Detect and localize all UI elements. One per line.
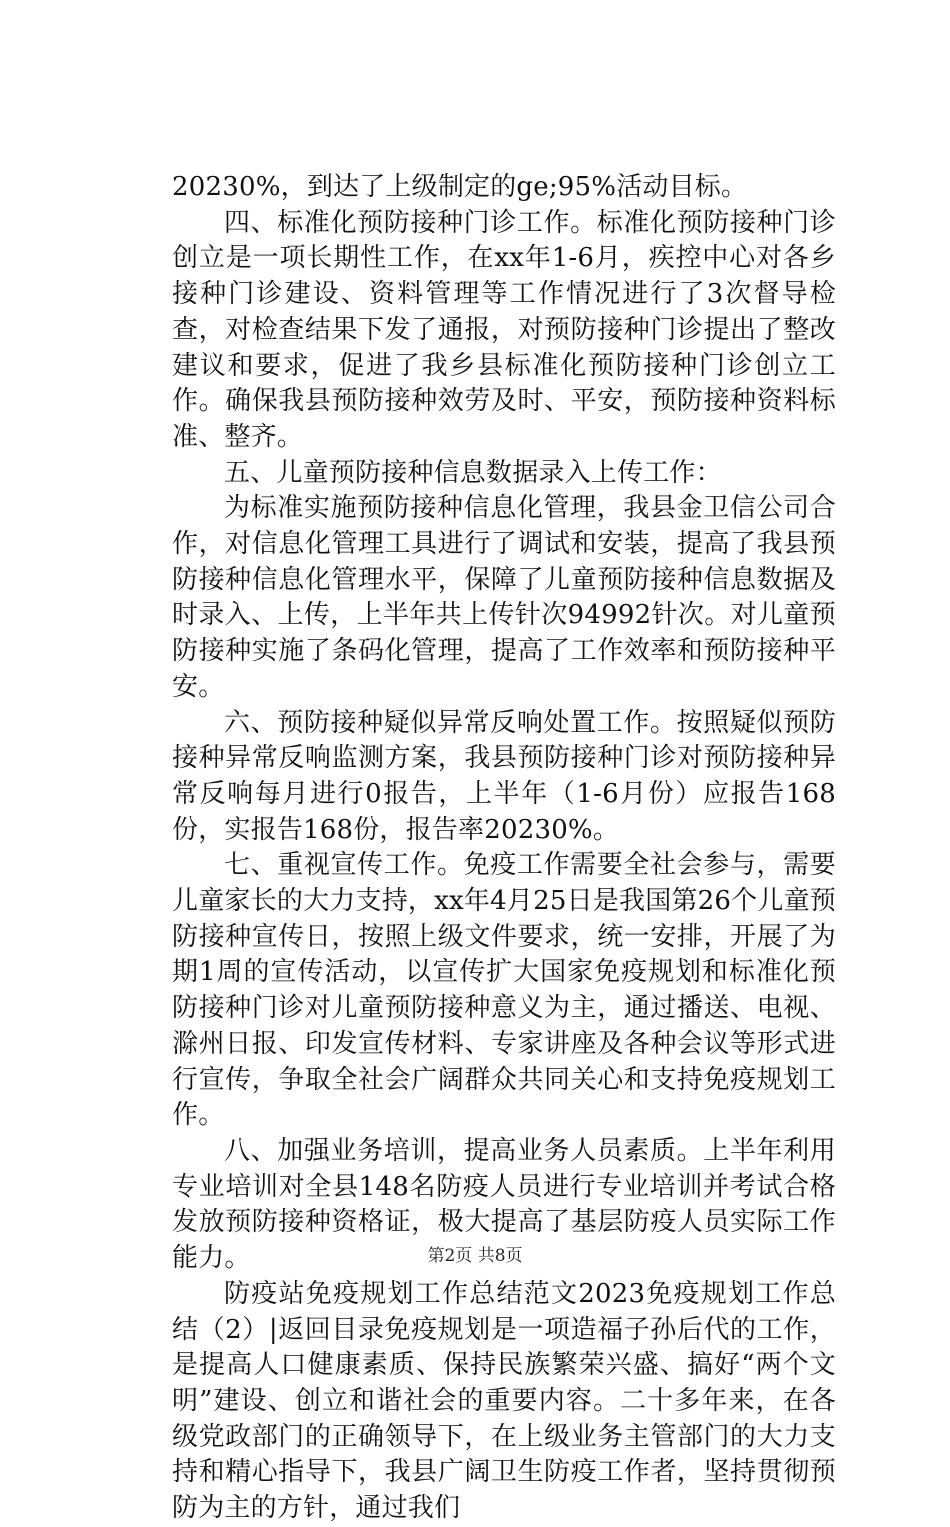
paragraph-section-5-body: 为标准实施预防接种信息化管理，我县金卫信公司合作，对信息化管理工具进行了调试和安装，提高了我县预防接种信息化管理水平，保障了儿童预防接种信息数据及时录入、上传，上半年共上传针次94992针次。对儿童预防接种实施了条码化管理，提高了工作效率和预防接种平安。 <box>172 493 836 702</box>
paragraph-continuation: 20230%，到达了上级制定的ge;95%活动目标。 <box>172 172 748 202</box>
document-body <box>172 170 836 1527</box>
paragraph-section-8: 八、加强业务培训，提高业务人员素质。上半年利用专业培训对全县148名防疫人员进行专业培训并考试合格发放预防接种资格证，极大提高了基层防疫人员实际工作能力。 <box>172 1135 836 1274</box>
paragraph-section-6: 六、预防接种疑似异常反响处置工作。按照疑似预防接种异常反响监测方案，我县预防接种门诊对预防接种异常反响每月进行0报告，上半年（1-6月份）应报告168份，实报告168份，报告率20230%。 <box>172 707 836 845</box>
paragraph-next-article: 防疫站免疫规划工作总结范文2023免疫规划工作总结（2）|返回目录免疫规划是一项造福子孙后代的工作，是提高人口健康素质、保持民族繁荣兴盛、搞好“两个文明”建设、创立和谐社会的重要内容。二十多年来，在各级党政部门的正确领导下，在上级业务主管部门的大力支持和精心指导下，我县广阔卫生防疫工作者，坚持贯彻预防为主的方针，通过我们 <box>172 1278 836 1524</box>
paragraph-section-4: 四、标准化预防接种门诊工作。标准化预防接种门诊创立是一项长期性工作，在xx年1-6月，疾控中心对各乡接种门诊建设、资料管理等工作情况进行了3次督导检查，对检查结果下发了通报，对预防接种门诊提出了整改建议和要求，促进了我乡县标准化预防接种门诊创立工作。确保我县预防接种效劳及时、平安，预防接种资料标准、整齐。 <box>172 207 836 452</box>
paragraph-section-5-heading: 五、儿童预防接种信息数据录入上传工作： <box>224 457 722 488</box>
paragraph-section-7: 七、重视宣传工作。免疫工作需要全社会参与，需要儿童家长的大力支持，xx年4月25日是我国第26个儿童预防接种宣传日，按照上级文件要求，统一安排，开展了为期1周的宣传活动，以宣传扩大国家免疫规划和标准化预防接种门诊对儿童预防接种意义为主，通过播送、电视、滁州日报、印发宣传材料、专家讲座及各种会议等形式进行宣传，争取全社会广阔群众共同关心和支持免疫规划工作。 <box>172 850 836 1131</box>
page-footer: 第2页 共8页 <box>427 1246 523 1266</box>
